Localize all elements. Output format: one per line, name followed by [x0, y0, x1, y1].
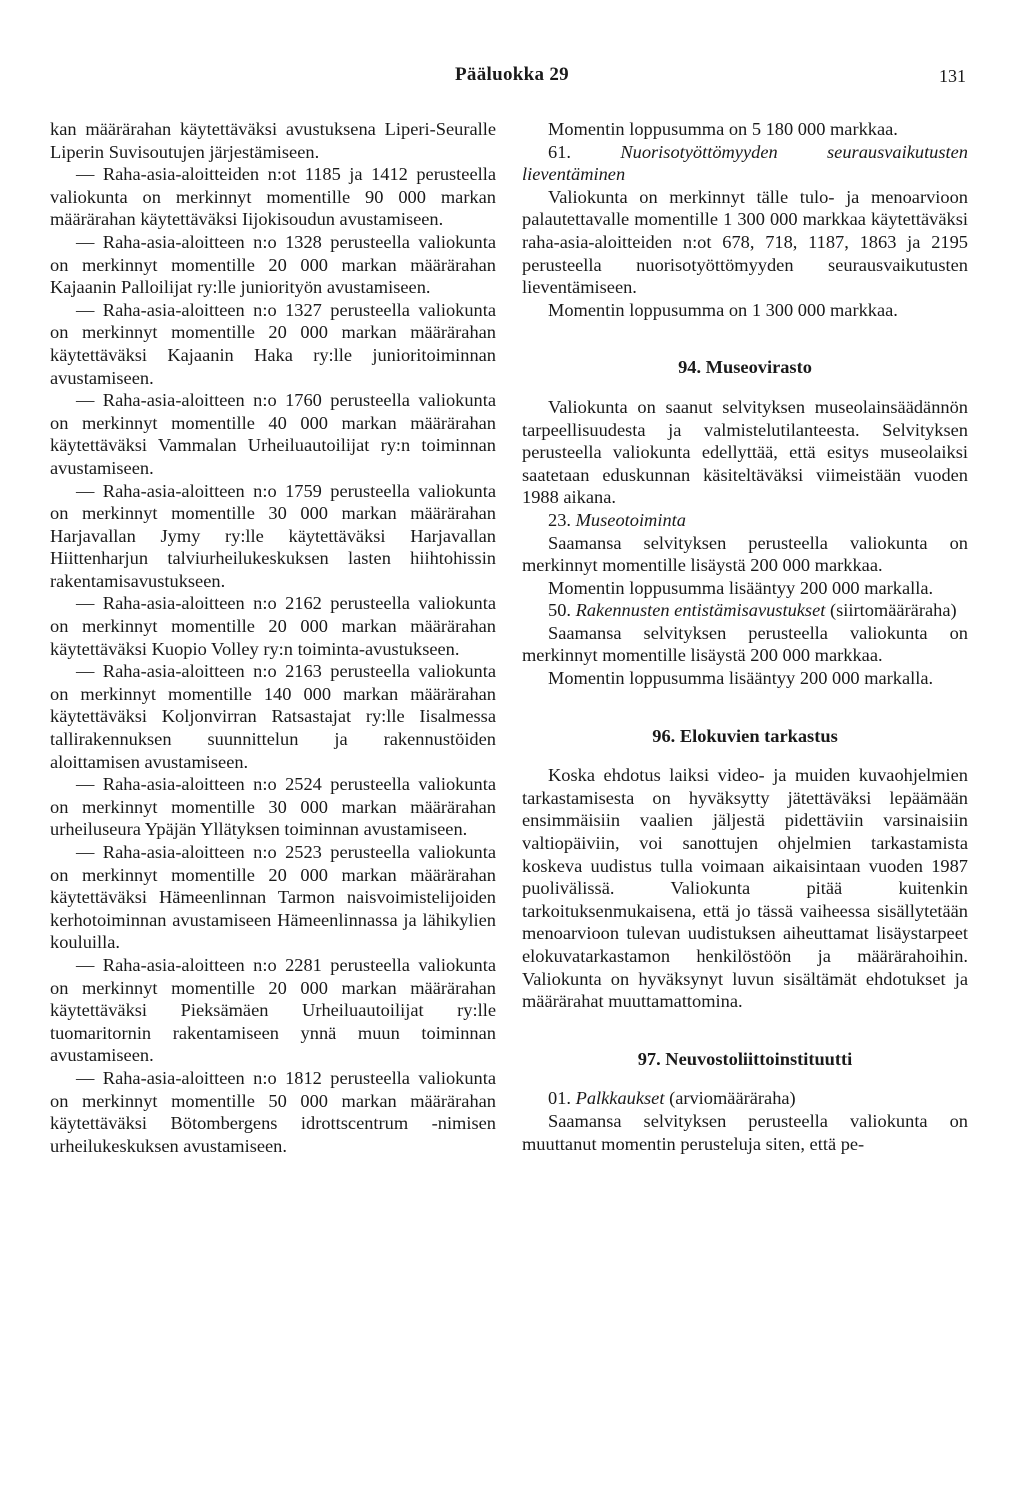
left-paragraph: — Raha-asia-aloitteen n:o 1760 perusteella valiokunta on merkinnyt momentille 40 000 markan määrärahan käytettäväksi Vammalan Urheiluautoilijat ry:n toiminnan avustamiseen. — [50, 390, 496, 478]
page-number: 131 — [939, 66, 966, 86]
left-paragraph: — Raha-asia-aloitteen n:o 1327 perusteella valiokunta on merkinnyt momentille 20 000 markan määrärahan käytettäväksi Kajaanin Haka ry:lle junioritoiminnan avustamiseen. — [50, 299, 496, 388]
item-50-suffix: (siirtomääräraha) — [829, 600, 957, 621]
momentin-loppusumma-61: Momentin loppusumma on 5 180 000 markkaa. — [548, 119, 898, 139]
section-heading-96: 96. Elokuvien tarkastus — [652, 725, 838, 746]
item-01-number: 01. — [548, 1088, 571, 1109]
left-paragraph: — Raha-asia-aloitteen n:o 2163 perusteella valiokunta on merkinnyt momentille 140 000 markan määrärahan käytettäväksi Koljonvirran Ratsastajat ry:lle Iisalmessa tallirakennuksen suunnittelun ja rakennustöiden aloittamisen avustamiseen. — [50, 661, 496, 772]
left-paragraph: — Raha-asia-aloitteen n:o 2162 perusteella valiokunta on merkinnyt momentille 20 000 markan määrärahan käytettäväksi Kuopio Volley ry:n toiminta-avustukseen. — [50, 593, 496, 659]
item-01-heading — [522, 1087, 968, 1110]
right-column — [522, 118, 968, 1155]
left-paragraph: — Raha-asia-aloitteen n:o 1759 perusteella valiokunta on merkinnyt momentille 30 000 markan määrärahan Harjavallan Jymy ry:lle käytettäväksi Harjavallan Hiittenharjun talviurheilukeskuksen lasten hiihtohissin rakentamisavustukseen. — [50, 480, 496, 591]
item-01-text: Saamansa selvityksen perusteella valiokunta on muuttanut momentin perusteluja siten, että pe- — [522, 1110, 968, 1154]
left-paragraph: — Raha-asia-aloitteiden n:ot 1185 ja 1412 perusteella valiokunta on merkinnyt momentille 90 000 markan määrärahan käytettäväksi Iijokisoudun avustamiseen. — [50, 164, 496, 230]
item-23-title: Museotoiminta — [575, 509, 686, 530]
item-50-number: 50. — [548, 600, 571, 621]
item-23-total: Momentin loppusumma lisääntyy 200 000 markalla. — [548, 577, 934, 598]
item-61-heading — [522, 141, 968, 186]
left-paragraph: kan määrärahan käytettäväksi avustuksena Liperi-Seuralle Liperin Suvisoutujen järjestämiseen. — [50, 119, 496, 162]
item-50-text: Saamansa selvityksen perusteella valiokunta on merkinnyt momentille lisäystä 200 000 markkaa. — [522, 622, 968, 666]
item-61-number: 61. — [548, 141, 571, 162]
left-paragraph: — Raha-asia-aloitteen n:o 1812 perusteella valiokunta on merkinnyt momentille 50 000 markan määrärahan käytettäväksi Bötombergens idrottscentrum -nimisen urheilukeskuksen avustamiseen. — [50, 1067, 496, 1156]
item-50-heading — [522, 599, 968, 622]
section-heading-97: 97. Neuvostoliittoinstituutti — [637, 1048, 853, 1069]
left-paragraph: — Raha-asia-aloitteen n:o 1328 perusteella valiokunta on merkinnyt momentille 20 000 markan määrärahan Kajaanin Palloilijat ry:lle juniorityön avustamiseen. — [50, 231, 496, 298]
item-50-title: Rakennusten entistämisavustukset — [575, 600, 826, 621]
item-23-heading — [522, 509, 968, 532]
left-paragraph: — Raha-asia-aloitteen n:o 2523 perusteella valiokunta on merkinnyt momentille 20 000 markan määrärahan käytettäväksi Hämeenlinnan Tarmon naisvoimistelijoiden kerhotoiminnan avustamiseen Hämeenlinnassa ja lähikylien kouluilla. — [50, 842, 496, 953]
item-01-suffix: (arviomääräraha) — [669, 1088, 796, 1109]
left-column — [50, 118, 496, 1157]
item-61-title: Nuorisotyöttömyyden seurausvaikutusten lieventäminen — [522, 141, 968, 185]
section-heading-94: 94. Museovirasto — [678, 357, 812, 378]
left-paragraph: — Raha-asia-aloitteen n:o 2281 perusteella valiokunta on merkinnyt momentille 20 000 markan määrärahan käytettäväksi Pieksämäen Urheiluautoilijat ry:lle tuomaritornin rakentamiseen ynnä muun toiminnan avustamiseen. — [50, 954, 496, 1066]
page-header-title: Pääluokka 29 — [455, 64, 569, 85]
item-01-title: Palkkaukset — [575, 1088, 665, 1109]
item-61-total: Momentin loppusumma on 1 300 000 markkaa. — [548, 299, 898, 320]
section-94-text: Valiokunta on saanut selvityksen museolainsäädännön tarpeellisuudesta ja valmistelutilanteesta. Selvityksen perusteella valiokunta edellyttää, että esitys museolaiksi saatetaan eduskunnan käsiteltäväksi viimeistään vuoden 1988 aikana. — [522, 396, 968, 508]
item-23-number: 23. — [548, 509, 571, 530]
left-paragraph: — Raha-asia-aloitteen n:o 2524 perusteella valiokunta on merkinnyt momentille 30 000 markan määrärahan urheiluseura Ypäjän Yllätyksen toiminnan avustamiseen. — [50, 774, 496, 840]
section-96-text: Koska ehdotus laiksi video- ja muiden kuvaohjelmien tarkastamisesta on hyväksytty jätettäväksi lepäämään ensimmäisiin vaalien jäljestä pidettäviin varsinaisiin valtiopäiviin, voi sanottujen ohjelmien tarkastamista koskeva uudistus tulla voimaan aikaisintaan vuoden 1987 puolivälissä. Valiokunta pitää kuitenkin tarkoituksenmukaisena, että jo tässä vaiheessa sisällytetään menoarvioon tulevan uudistuksen aiheuttamat lisäystarpeet elokuvatarkastamon henkilöstöön ja määrärahoihin. Valiokunta on hyväksynyt luvun sisältämät ehdotukset ja määrärahat muuttamattomina. — [522, 765, 968, 1012]
item-61-text: Valiokunta on merkinnyt tälle tulo- ja menoarvioon palautettavalle momentille 1 300 000 markkaa käytettäväksi raha-asia-aloitteiden n:ot 678, 718, 1187, 1863 ja 2195 perusteella nuorisotyöttömyyden seurausvaikutusten lieventämiseen. — [522, 186, 968, 298]
item-23-text: Saamansa selvityksen perusteella valiokunta on merkinnyt momentille lisäystä 200 000 markkaa. — [522, 532, 968, 576]
item-50-total: Momentin loppusumma lisääntyy 200 000 markalla. — [548, 668, 934, 689]
